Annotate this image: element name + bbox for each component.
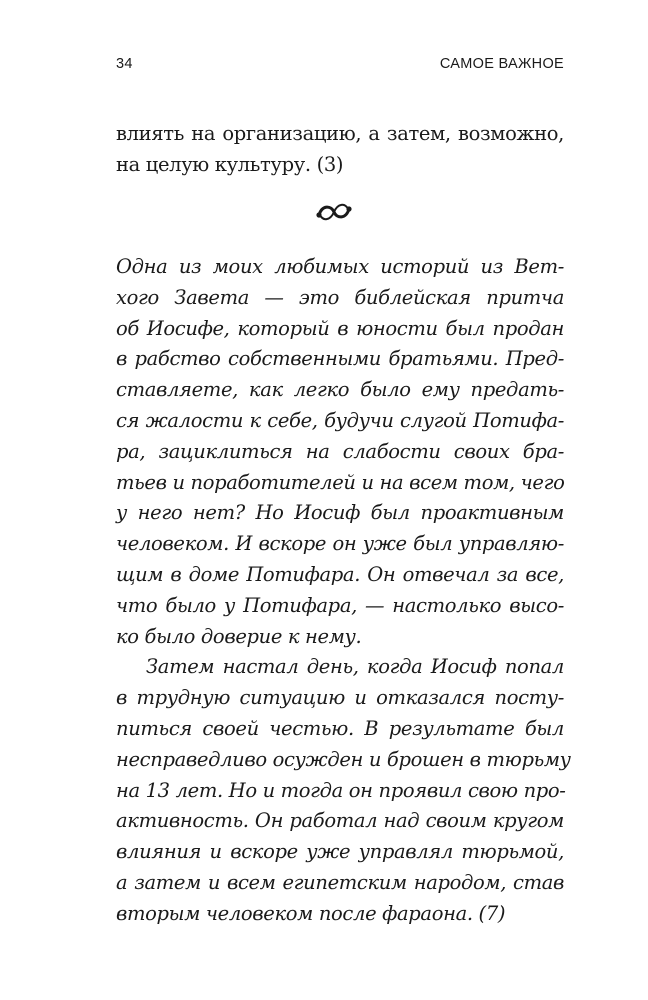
- story-paragraph-2: [116, 652, 571, 929]
- text-line: у него нет? Но Иосиф был проактивным: [116, 501, 564, 525]
- story-text: [116, 252, 571, 930]
- text-line: ра, зациклиться на слабости своих бра-: [116, 439, 564, 463]
- text-line: хого Завета — это библейская притча: [116, 285, 564, 309]
- running-head: [116, 56, 564, 78]
- text-line: активность. Он работал над своим кругом: [116, 809, 564, 833]
- text-line: в рабство собственными братьями. Пред-: [116, 347, 564, 371]
- text-line: влиять на организацию, а затем, возможно,: [116, 122, 564, 145]
- text-line: несправедливо осужден и брошен в тюрьму: [116, 747, 571, 771]
- fleuron-ornament-icon: [314, 200, 354, 224]
- text-line: ся жалости к себе, будучи слугой Потифа-: [116, 408, 564, 432]
- text-line: ставляете, как легко было ему предать-: [116, 378, 564, 402]
- text-line: на целую культуру. (3): [116, 152, 344, 176]
- story-paragraph-1: [116, 252, 564, 652]
- text-line: щим в доме Потифара. Он отвечал за все,: [116, 562, 564, 586]
- text-line: Затем настал день, когда Иосиф попал: [146, 655, 564, 679]
- page-number: 34: [116, 56, 133, 72]
- text-line: ко было доверие к нему.: [116, 624, 362, 648]
- text-line: питься своей честью. В результате был: [116, 716, 564, 740]
- text-line: а затем и всем египетским народом, став: [116, 870, 564, 894]
- text-line: в трудную ситуацию и отказался посту-: [116, 686, 564, 710]
- text-line: об Иосифе, который в юности был продан: [116, 316, 564, 340]
- text-line: человеком. И вскоре он уже был управляю-: [116, 532, 564, 556]
- text-line: влияния и вскоре уже управлял тюрьмой,: [116, 840, 564, 864]
- book-title: САМОЕ ВАЖНОЕ: [439, 56, 564, 72]
- intro-paragraph: [116, 119, 564, 181]
- text-line: вторым человеком после фараона. (7): [116, 901, 506, 925]
- text-line: Одна из моих любимых историй из Вет-: [116, 255, 564, 278]
- text-line: тьев и поработителей и на всем том, чего: [116, 470, 565, 494]
- text-line: что было у Потифара, — настолько высо-: [116, 593, 564, 617]
- text-line: на 13 лет. Но и тогда он проявил свою про-: [116, 778, 566, 802]
